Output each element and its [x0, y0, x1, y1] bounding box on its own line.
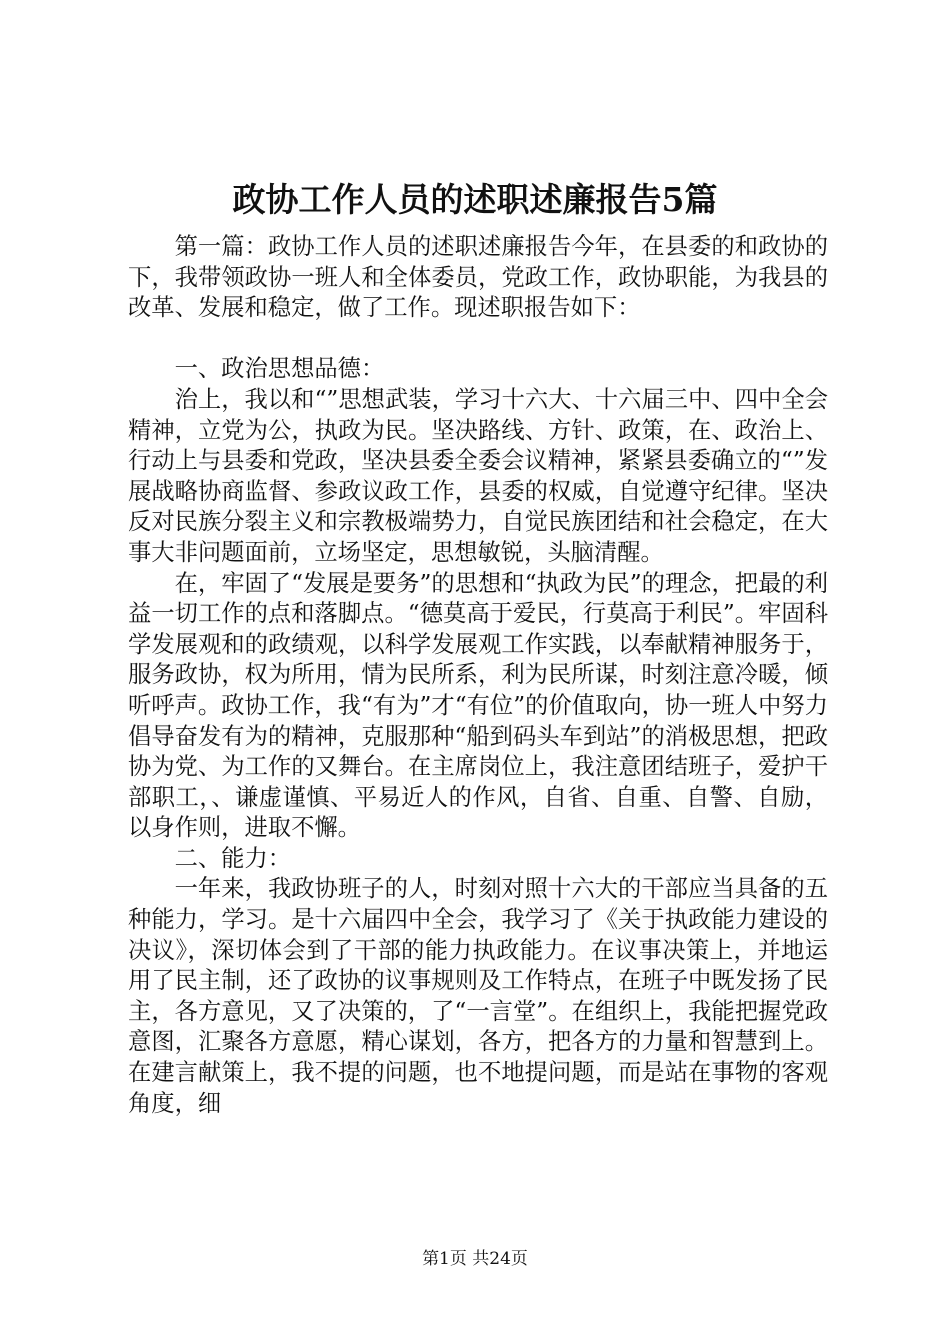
paragraph-ability: 一年来，我政协班子的人，时刻对照十六大的干部应当具备的五种能力，学习。是十六届四中全会，我学习了《关于执政能力建设的决议》，深切体会到了干部的能力执政能力。在议事决策上，并地运用了民主制，还了政协的议事规则及工作特点，在班子中既发扬了民主，各方意见，又了决策的，了“一言堂”。在组织上，我能把握党政意图，汇聚各方意愿，精心谋划，各方，把各方的力量和智慧到上。在建言献策上，我不提的问题，也不地提问题，而是站在事物的客观角度，细 — [128, 875, 828, 1117]
paragraph-development: 在，牢固了“发展是要务”的思想和“执政为民”的理念，把最的利益一切工作的点和落脚点。“德莫高于爱民，行莫高于利民”。牢固科学发展观和的政绩观，以科学发展观工作实践，以奉献精神服务于，服务政协，权为所用，情为民所系，利为民所谋，时刻注意冷暖，倾听呼声。政协工作，我“有为”才“有位”的价值取向，协一班人中努力倡导奋发有为的精神，克服那种“船到码头车到站”的消极思想，把政协为党、为工作的又舞台。在主席岗位上，我注意团结班子，爱护干部职工，、谦虚谨慎、平易近人的作风，自省、自重、自警、自励，以身作则，进取不懈。 — [128, 569, 828, 842]
document-title: 政协工作人员的述职述廉报告5篇 — [232, 180, 718, 219]
section-heading-ability: 二、能力： — [174, 844, 292, 872]
blank-line — [128, 324, 828, 355]
paragraph-intro: 第一篇：政协工作人员的述职述廉报告今年，在县委的和政协的下，我带领政协一班人和全体委员，党政工作，政协职能，为我县的改革、发展和稳定，做了工作。现述职报告如下： — [128, 233, 828, 322]
document-body — [128, 232, 828, 1119]
page-number: 第1页 共24页 — [422, 1249, 528, 1269]
section-heading-politics: 一、政治思想品德： — [174, 355, 385, 383]
paragraph-politics: 治上，我以和“”思想武装，学习十六大、十六届三中、四中全会精神，立党为公，执政为民。坚决路线、方针、政策，在、政治上、行动上与县委和党政，坚决县委全委会议精神，紧紧县委确立的“”发展战略协商监督、参政议政工作，县委的权威，自觉遵守纪律。坚决反对民族分裂主义和宗教极端势力，自觉民族团结和社会稳定，在大事大非问题面前，立场坚定，思想敏锐，头脑清醒。 — [128, 385, 828, 566]
